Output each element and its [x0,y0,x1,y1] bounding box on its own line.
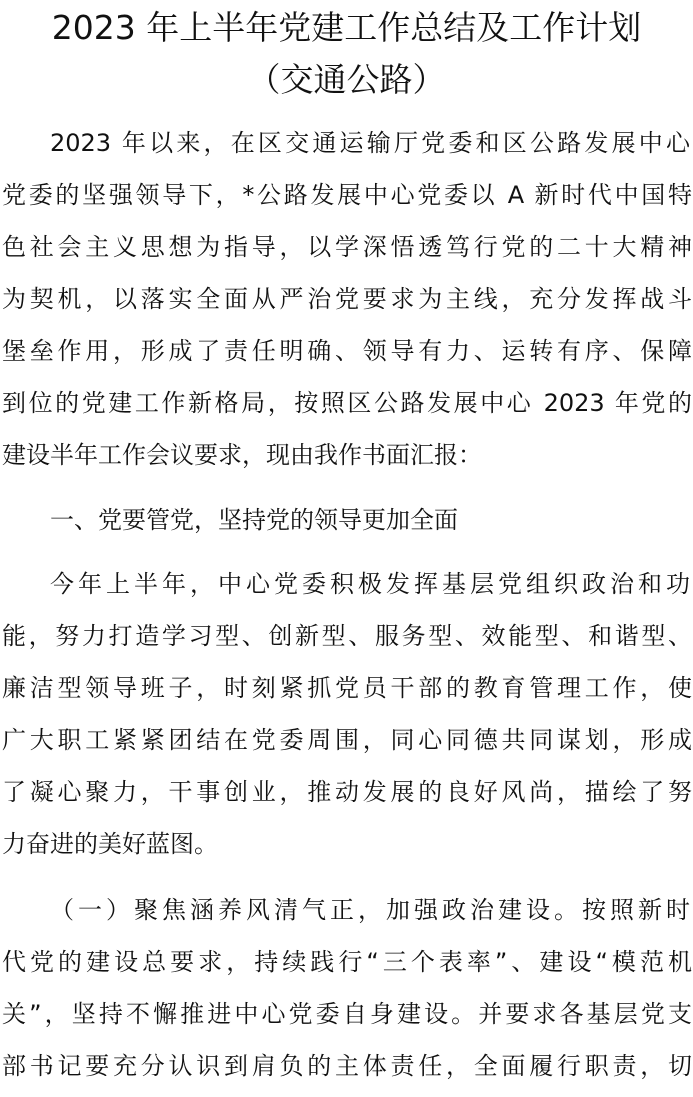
paragraph-line: 2023 年以来，在区交通运输厅党委和区公路发展中心 [50,129,690,157]
paragraph-line: 了凝心聚力，干事创业，推动发展的良好风尚，描绘了努 [2,778,692,806]
paragraph-line: 建设半年工作会议要求，现由我作书面汇报： [2,441,482,469]
paragraph-line: 廉洁型领导班子，时刻紧抓党员干部的教育管理工作，使 [2,674,692,702]
paragraph-line: 堡垒作用，形成了责任明确、领导有力、运转有序、保障 [2,337,692,365]
paragraph-line: 力奋进的美好蓝图。 [2,830,218,858]
paragraph-line: （一）聚焦涵养风清气正，加强政治建设。按照新时 [50,896,690,924]
paragraph-line: 今年上半年，中心党委积极发挥基层党组织政治和功 [50,570,690,598]
paragraph-line: 能，努力打造学习型、创新型、服务型、效能型、和谐型、 [2,622,692,650]
document-subtitle: （交通公路） [247,60,446,99]
paragraph-line: 代党的建设总要求，持续践行“三个表率”、建设“模范机 [2,948,692,976]
paragraph-line: 到位的党建工作新格局，按照区公路发展中心 2023 年党的 [2,389,692,417]
document-title: 2023 年上半年党建工作总结及工作计划 [51,8,642,47]
section-heading: 一、党要管党，坚持党的领导更加全面 [50,506,458,534]
paragraph-line: 色社会主义思想为指导，以学深悟透笃行党的二十大精神 [2,233,692,261]
paragraph-line: 部书记要充分认识到肩负的主体责任，全面履行职责，切 [2,1052,692,1080]
paragraph-line: 为契机，以落实全面从严治党要求为主线，充分发挥战斗 [2,285,692,313]
paragraph-line: 关”，坚持不懈推进中心党委自身建设。并要求各基层党支 [2,1000,692,1028]
paragraph-line: 党委的坚强领导下，*公路发展中心党委以 A 新时代中国特 [2,181,692,209]
paragraph-line: 广大职工紧紧团结在党委周围，同心同德共同谋划，形成 [2,726,692,754]
